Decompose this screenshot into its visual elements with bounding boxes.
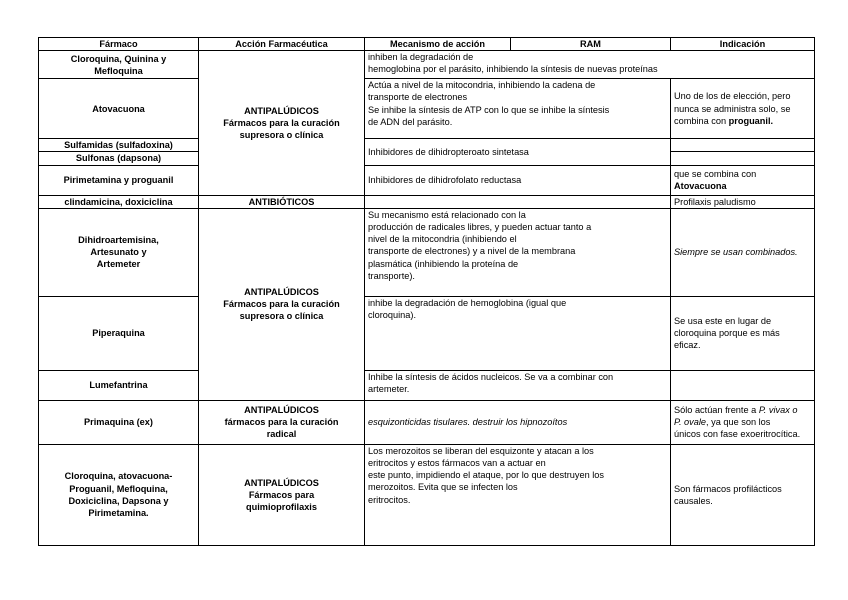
drug-cell: clindamicina, doxiciclina (39, 195, 199, 208)
header-farmaco: Fármaco (39, 38, 199, 51)
pharmacology-table (38, 37, 815, 546)
indication-cell: Siempre se usan combinados. (671, 208, 815, 296)
mechanism-cell (365, 208, 671, 296)
mechanism-cell (365, 195, 671, 208)
indication-cell: Profilaxis paludismo (671, 195, 815, 208)
mechanism-text: plasmática (inhibiendo la proteína de (368, 258, 519, 269)
action-subtitle: radical (266, 429, 297, 440)
table-row (39, 444, 815, 545)
indication-text (674, 115, 811, 127)
mechanism-text: Inhibe la síntesis de ácidos nucleicos. Se va a combinar con (368, 371, 614, 382)
drug-cell: Atovacuona (39, 79, 199, 139)
indication-text: únicos con fase exoeritrocítica. (674, 429, 801, 440)
action-subtitle: Fármacos para la curación (223, 117, 340, 128)
drug-cell (39, 444, 199, 545)
table-row (39, 195, 815, 208)
indication-text: nunca se administra solo, se (674, 103, 791, 114)
drug-name: Cloroquina, atovacuona- (64, 471, 173, 482)
mechanism-text: producción de radicales libres, y pueden actuar tanto a (368, 222, 592, 233)
header-row (39, 38, 815, 51)
table-row (39, 400, 815, 444)
indication-text: Se usa este en lugar de (674, 316, 772, 326)
action-subtitle: supresora o clínica (239, 130, 324, 140)
action-cell (199, 444, 365, 545)
indication-text (674, 416, 811, 428)
indication-cell (671, 152, 815, 165)
mechanism-text: inhibe la degradación de hemoglobina (igual que (368, 297, 567, 308)
mechanism-text: transporte de electrones (368, 92, 468, 103)
action-title: ANTIPALÚDICOS (244, 105, 319, 116)
drug-name: Proguanil, Mefloquina, (69, 483, 168, 494)
mechanism-cell (365, 444, 671, 545)
action-cell (199, 400, 365, 444)
action-cell (199, 51, 365, 195)
action-title: ANTIPALÚDICOS (244, 477, 319, 488)
table-row (39, 296, 815, 370)
table-row (39, 139, 815, 152)
mechanism-cell: esquizonticidas tisulares. destruir los hipnozoítos (365, 400, 671, 444)
header-mecanismo: Mecanismo de acción (365, 38, 511, 51)
indication-text: combina con (674, 115, 727, 126)
action-title: ANTIPALÚDICOS (244, 287, 319, 297)
drug-name: Mefloquina (94, 65, 143, 76)
action-subtitle: quimioprofilaxis (246, 501, 317, 512)
mechanism-text: transporte de electrones) y a nivel de la membrana (368, 246, 576, 257)
header-accion: Acción Farmacéutica (199, 38, 365, 51)
header-ram: RAM (511, 38, 671, 51)
indication-species: P. vivax o (758, 405, 798, 415)
action-cell (199, 208, 365, 400)
action-subtitle: Fármacos para (248, 489, 315, 500)
drug-cell: Primaquina (ex) (39, 400, 199, 444)
indication-cell (671, 400, 815, 444)
indication-text: Uno de los de elección, pero (674, 91, 791, 102)
drug-cell: Pirimetamina y proguanil (39, 165, 199, 195)
mechanism-cell (365, 79, 671, 139)
indication-species: P. ovale (674, 417, 707, 428)
drug-name: Sulfamidas (sulfadoxina) (64, 140, 173, 151)
drug-cell: Lumefantrina (39, 370, 199, 400)
indication-text: eficaz. (674, 340, 701, 351)
mechanism-text: merozoitos. Evita que se infecten los (368, 482, 518, 493)
drug-name: Cloroquina, Quinina y (70, 53, 167, 64)
mechanism-cell: Inhibidores de dihidrofolato reductasa (365, 165, 671, 195)
mechanism-text: Su mecanismo está relacionado con la (368, 209, 526, 220)
action-subtitle: Fármacos para la curación (223, 299, 340, 310)
action-cell: ANTIBIÓTICOS (199, 195, 365, 208)
mechanism-text: cloroquina). (368, 310, 417, 321)
mechanism-cell (365, 370, 671, 400)
mechanism-text: eritrocitos. (368, 494, 411, 505)
indication-cell (671, 370, 815, 400)
mechanism-text: Los merozoitos se liberan del esquizonte y atacan a los (368, 445, 594, 456)
mechanism-text: Actúa a nivel de la mitocondria, inhibiendo la cadena de (368, 80, 596, 91)
indication-bold: proguanil. (728, 115, 774, 126)
action-title: ANTIPALÚDICOS (244, 405, 319, 415)
indication-text: Son fármacos profilácticos (674, 483, 782, 494)
drug-cell (39, 208, 199, 296)
drug-name: Artemeter (96, 259, 141, 270)
mechanism-text: inhiben la degradación de (368, 52, 474, 63)
mechanism-text: artemeter. (368, 384, 410, 395)
mechanism-text: eritrocitos y estos fármacos van a actuar en (368, 458, 546, 469)
indication-cell (671, 165, 815, 195)
mechanism-text: este punto, impidiendo el ataque, por lo que destruyen los (368, 470, 604, 481)
table-row (39, 79, 815, 139)
action-subtitle: supresora o clínica (239, 311, 324, 322)
mechanism-text: transporte). (368, 270, 415, 281)
indication-text: que se combina con (674, 168, 757, 179)
table-row (39, 370, 815, 400)
indication-cell (671, 444, 815, 545)
table-row (39, 51, 815, 79)
mechanism-text: de ADN del parásito. (368, 116, 453, 127)
indication-text: Sólo actúan frente a (674, 405, 757, 415)
drug-cell: Piperaquina (39, 296, 199, 370)
indication-text: , ya que son los (706, 417, 771, 428)
indication-cell (671, 139, 815, 152)
indication-text: causales. (674, 495, 713, 506)
drug-cell: Sulfonas (dapsona) (39, 152, 199, 165)
mechanism-cell (365, 296, 671, 370)
table-row (39, 165, 815, 195)
indication-cell (671, 79, 815, 139)
mechanism-text: hemoglobina por el parásito, inhibiendo la síntesis de nuevas proteínas (368, 64, 658, 75)
drug-cell (39, 51, 199, 79)
indication-text (674, 404, 811, 416)
mechanism-cell: Inhibidores de dihidropteroato sintetasa (365, 139, 671, 165)
drug-name: Pirimetamina. (88, 508, 149, 519)
drug-name: Artesunato y (90, 247, 147, 258)
action-subtitle: fármacos para la curación (224, 417, 339, 428)
drug-cell (39, 139, 199, 152)
indication-text: cloroquina porque es más (674, 328, 780, 339)
mechanism-text: Se inhibe la síntesis de ATP con lo que se inhibe la síntesis (368, 104, 610, 115)
mechanism-text: nivel de la mitocondria (inhibiendo el (368, 234, 517, 245)
indication-cell (671, 296, 815, 370)
drug-name: Doxiciclina, Dapsona y (68, 495, 169, 506)
drug-name: Dihidroartemisina, (78, 235, 159, 245)
header-indicacion: Indicación (671, 38, 815, 51)
mechanism-cell (365, 51, 815, 79)
table-row (39, 208, 815, 296)
indication-bold: Atovacuona (674, 181, 727, 192)
